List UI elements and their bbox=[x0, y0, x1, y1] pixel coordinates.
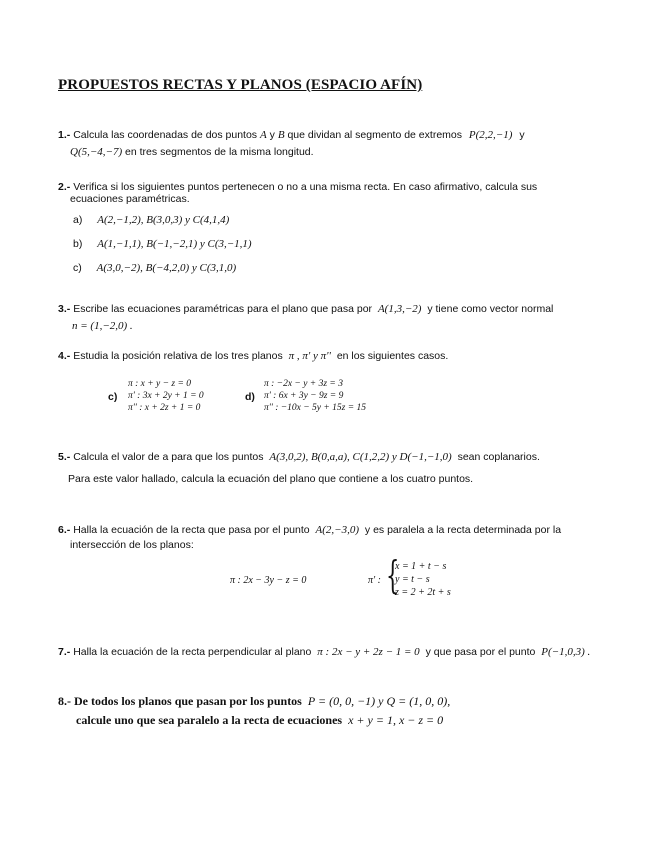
exercise-text: Calcula el valor de a para que los puntos bbox=[73, 451, 264, 463]
point-q: Q(5,−4,−7) bbox=[70, 146, 123, 158]
equation: π'' : −10x − 5y + 15z = 15 bbox=[264, 403, 367, 413]
equation: y = t − s bbox=[395, 574, 430, 585]
exercise-text: Calcula las coordenadas de dos puntos bbox=[73, 129, 258, 141]
planes-label: π , π' y π'' bbox=[288, 350, 331, 362]
equation: π' : 3x + 2y + 1 = 0 bbox=[128, 391, 204, 401]
exercise-number: 7.- bbox=[58, 646, 71, 658]
points-list: P = (0, 0, −1) y Q = (1, 0, 0), bbox=[307, 694, 451, 708]
line-equations: x + y = 1, x − z = 0 bbox=[348, 713, 444, 727]
item-points: A(3,0,−2), B(−4,2,0) y C(3,1,0) bbox=[96, 262, 237, 274]
exercise-text: ecuaciones paramétricas. bbox=[70, 193, 190, 205]
exercise-number: 3.- bbox=[58, 303, 71, 315]
case-d-label: d) bbox=[245, 391, 255, 403]
case-c-label: c) bbox=[108, 391, 118, 403]
case-c-system bbox=[128, 378, 204, 414]
exercise-text: intersección de los planos: bbox=[70, 539, 194, 551]
point-p: P(2,2,−1) bbox=[468, 129, 513, 141]
point-a: A(2,−3,0) bbox=[315, 524, 359, 536]
page-title: PROPUESTOS RECTAS Y PLANOS (ESPACIO AFÍN) bbox=[58, 77, 423, 93]
case-d-system bbox=[264, 378, 366, 414]
exercise-number: 8.- bbox=[58, 694, 71, 708]
equation: z = 2 + 2t + s bbox=[395, 587, 451, 598]
exercise-text: calcule uno que sea paralelo a la recta de ecuaciones bbox=[76, 713, 343, 727]
exercise-text: en tres segmentos de la misma longitud. bbox=[125, 146, 314, 158]
points-list: A(3,0,2), B(0,a,a), C(1,2,2) y D(−1,−1,0) bbox=[269, 451, 452, 463]
conjunction: y bbox=[269, 129, 275, 141]
exercise-text: Halla la ecuación de la recta que pasa por el punto bbox=[73, 524, 310, 536]
exercise-text: Estudia la posición relativa de los tres planos bbox=[73, 350, 283, 362]
exercise-number: 4.- bbox=[58, 350, 71, 362]
plane-pi: π : 2x − 3y − z = 0 bbox=[230, 575, 307, 586]
exercise-text: en los siguientes casos. bbox=[336, 350, 449, 362]
item-label: b) bbox=[73, 238, 83, 250]
normal-vector: n = (1,−2,0) . bbox=[72, 320, 133, 332]
equation: π : −2x − y + 3z = 3 bbox=[264, 379, 343, 389]
exercise-text: y que pasa por el punto bbox=[425, 646, 536, 658]
exercise-text: y es paralela a la recta determinada por la bbox=[364, 524, 562, 536]
point-a: A(1,3,−2) bbox=[377, 303, 422, 315]
item-points: A(1,−1,1), B(−1,−2,1) y C(3,−1,1) bbox=[97, 238, 252, 250]
exercise-text: Escribe las ecuaciones paramétricas para el plano que pasa por bbox=[73, 303, 373, 315]
exercise-number: 2.- bbox=[58, 181, 71, 193]
exercise-number: 6.- bbox=[58, 524, 71, 536]
exercise-text: Para este valor hallado, calcula la ecuación del plano que contiene a los cuatro puntos. bbox=[68, 473, 474, 485]
point-a-label: A bbox=[259, 129, 267, 141]
equation: π : x + y − z = 0 bbox=[128, 379, 192, 389]
exercise-text: sean coplanarios. bbox=[457, 451, 540, 463]
plane-pi-prime-system bbox=[395, 560, 451, 599]
equation: x = 1 + t − s bbox=[395, 561, 447, 572]
point-p: P(−1,0,3) . bbox=[541, 646, 591, 658]
exercise-text: Halla la ecuación de la recta perpendicular al plano bbox=[73, 646, 312, 658]
equation: π'' : x + 2z + 1 = 0 bbox=[128, 403, 201, 413]
point-b-label: B bbox=[277, 129, 285, 141]
exercise-number: 5.- bbox=[58, 451, 71, 463]
item-label: c) bbox=[73, 262, 82, 274]
exercise-text: Verifica si los siguientes puntos pertenecen o no a una misma recta. En caso afirmativo, calcula sus bbox=[73, 181, 538, 193]
conjunction: y bbox=[519, 129, 525, 141]
exercise-text: De todos los planos que pasan por los puntos bbox=[74, 694, 302, 708]
exercise-number: 1.- bbox=[58, 129, 71, 141]
exercise-text: y tiene como vector normal bbox=[427, 303, 554, 315]
plane-pi-prime-label: π' : bbox=[368, 575, 381, 586]
equation: π' : 6x + 3y − 9z = 9 bbox=[264, 391, 344, 401]
plane-pi: π : 2x − y + 2z − 1 = 0 bbox=[317, 646, 420, 658]
item-label: a) bbox=[73, 214, 83, 226]
item-points: A(2,−1,2), B(3,0,3) y C(4,1,4) bbox=[97, 214, 230, 226]
left-brace: { bbox=[386, 553, 400, 597]
exercise-text: que dividan al segmento de extremos bbox=[287, 129, 462, 141]
